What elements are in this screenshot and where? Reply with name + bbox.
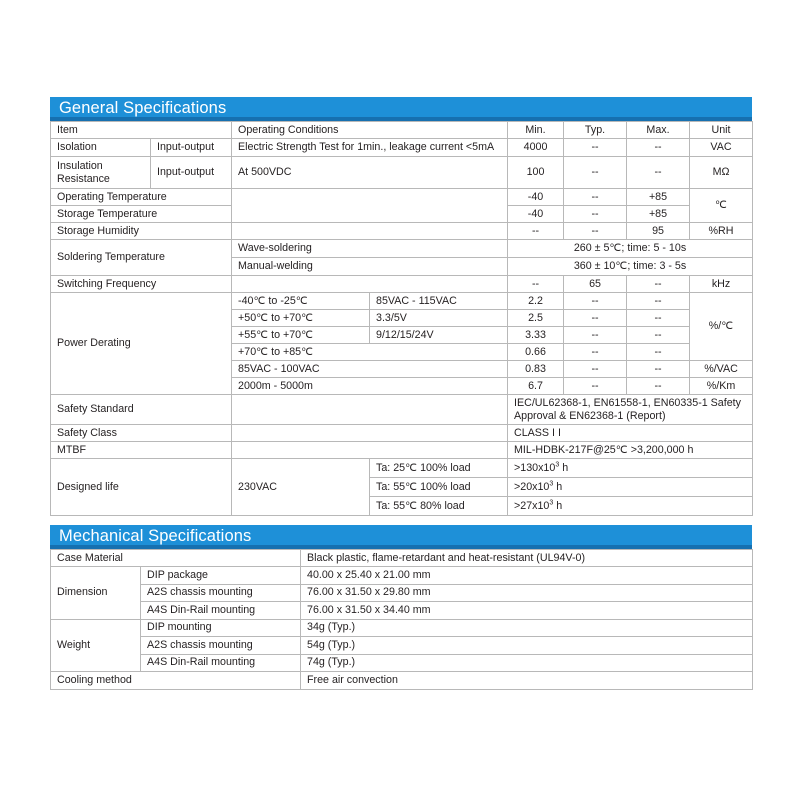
weight-value: 74g (Typ.): [301, 654, 753, 672]
table-row: [51, 293, 753, 310]
switching-frequency-typ: 65: [564, 276, 627, 293]
safety-class-label: Safety Class: [51, 425, 232, 442]
mtbf-condition-empty: [232, 442, 508, 459]
weight-type: A4S Din-Rail mounting: [141, 654, 301, 672]
table-row: [51, 584, 753, 602]
header-typ: Typ.: [564, 122, 627, 139]
life-value-unit: h: [553, 480, 563, 493]
general-specifications-title: General Specifications: [59, 99, 227, 117]
header-min: Min.: [508, 122, 564, 139]
dimension-type: DIP package: [141, 567, 301, 585]
dimension-type: A4S Din-Rail mounting: [141, 602, 301, 620]
safety-class-value: CLASS I I: [508, 425, 753, 442]
derating-output: 3.3/5V: [370, 310, 508, 327]
storage-humidity-typ: --: [564, 223, 627, 240]
table-row: [51, 139, 753, 157]
temperature-condition-empty: [232, 189, 508, 223]
switching-frequency-unit: kHz: [690, 276, 753, 293]
switching-condition-empty: [232, 276, 508, 293]
derating-typ: --: [564, 293, 627, 310]
insulation-sub: Input-output: [151, 157, 232, 189]
isolation-condition: Electric Strength Test for 1min., leakage current <5mA: [232, 139, 508, 157]
derating-typ: --: [564, 327, 627, 344]
table-row: [51, 442, 753, 459]
table-row: [51, 672, 753, 690]
weight-type: A2S chassis mounting: [141, 637, 301, 655]
derating-max: --: [627, 344, 690, 361]
insulation-min: 100: [508, 157, 564, 189]
derating-unit-km: %/Km: [690, 378, 753, 395]
derating-max: --: [627, 310, 690, 327]
designed-life-value: [508, 478, 753, 497]
derating-typ: --: [564, 310, 627, 327]
cooling-method-value: Free air convection: [301, 672, 753, 690]
designed-life-condition: Ta: 55℃ 100% load: [370, 478, 508, 497]
table-row: [51, 459, 753, 478]
table-row: [51, 602, 753, 620]
general-specifications-table: [50, 121, 753, 516]
humidity-condition-empty: [232, 223, 508, 240]
operating-temperature-min: -40: [508, 189, 564, 206]
table-row: [51, 240, 753, 258]
isolation-sub: Input-output: [151, 139, 232, 157]
mechanical-specifications-table: [50, 549, 753, 690]
case-material-label: Case Material: [51, 550, 301, 567]
life-value-base: >130x10: [514, 461, 556, 474]
case-material-value: Black plastic, flame-retardant and heat-resistant (UL94V-0): [301, 550, 753, 567]
storage-humidity-label: Storage Humidity: [51, 223, 232, 240]
dimension-type: A2S chassis mounting: [141, 584, 301, 602]
storage-humidity-max: 95: [627, 223, 690, 240]
table-row: [51, 276, 753, 293]
derating-typ: --: [564, 361, 627, 378]
life-value-base: >27x10: [514, 499, 550, 512]
header-unit: Unit: [690, 122, 753, 139]
safety-standard-line1: IEC/UL62368-1, EN61558-1, EN60335-1 Safety: [514, 396, 741, 409]
header-item: Item: [51, 122, 232, 139]
life-value-unit: h: [553, 499, 563, 512]
insulation-typ: --: [564, 157, 627, 189]
table-header-row: [51, 122, 753, 139]
derating-condition: +70℃ to +85℃: [232, 344, 508, 361]
derating-condition: +50℃ to +70℃: [232, 310, 370, 327]
derating-typ: --: [564, 378, 627, 395]
derating-max: --: [627, 327, 690, 344]
derating-unit-vac: %/VAC: [690, 361, 753, 378]
designed-life-value: [508, 459, 753, 478]
table-row: [51, 567, 753, 585]
soldering-temperature-label: Soldering Temperature: [51, 240, 232, 276]
weight-label: Weight: [51, 619, 141, 672]
manual-welding-label: Manual-welding: [232, 258, 508, 276]
derating-min: 0.66: [508, 344, 564, 361]
switching-frequency-max: --: [627, 276, 690, 293]
derating-output: 9/12/15/24V: [370, 327, 508, 344]
derating-min: 2.5: [508, 310, 564, 327]
derating-condition: 85VAC - 100VAC: [232, 361, 508, 378]
insulation-max: --: [627, 157, 690, 189]
designed-life-condition: Ta: 55℃ 80% load: [370, 497, 508, 516]
cooling-method-label: Cooling method: [51, 672, 301, 690]
storage-temperature-min: -40: [508, 206, 564, 223]
temperature-unit: ℃: [690, 189, 753, 223]
life-value-exponent: 3: [555, 460, 560, 468]
safety-standard-label: Safety Standard: [51, 395, 232, 425]
storage-temperature-typ: --: [564, 206, 627, 223]
table-row: [51, 619, 753, 637]
storage-temperature-label: Storage Temperature: [51, 206, 232, 223]
mtbf-label: MTBF: [51, 442, 232, 459]
life-value-base: >20x10: [514, 480, 550, 493]
mechanical-specifications-title: Mechanical Specifications: [59, 527, 252, 545]
isolation-label: Isolation: [51, 139, 151, 157]
weight-value: 54g (Typ.): [301, 637, 753, 655]
derating-max: --: [627, 361, 690, 378]
dimension-value: 40.00 x 25.40 x 21.00 mm: [301, 567, 753, 585]
insulation-label: [51, 157, 151, 189]
storage-temperature-max: +85: [627, 206, 690, 223]
safety-standard-value: [508, 395, 753, 425]
table-row: [51, 637, 753, 655]
derating-condition: 2000m - 5000m: [232, 378, 508, 395]
designed-life-condition: Ta: 25℃ 100% load: [370, 459, 508, 478]
table-row: [51, 425, 753, 442]
derating-condition: -40℃ to -25℃: [232, 293, 370, 310]
isolation-max: --: [627, 139, 690, 157]
dimension-label: Dimension: [51, 567, 141, 620]
derating-min: 3.33: [508, 327, 564, 344]
table-row: [51, 550, 753, 567]
power-derating-label: Power Derating: [51, 293, 232, 395]
insulation-label-line1: Insulation: [57, 159, 103, 172]
table-row: [51, 654, 753, 672]
derating-condition: +55℃ to +70℃: [232, 327, 370, 344]
storage-humidity-unit: %RH: [690, 223, 753, 240]
wave-soldering-value: 260 ± 5℃; time: 5 - 10s: [508, 240, 753, 258]
header-conditions: Operating Conditions: [232, 122, 508, 139]
storage-humidity-min: --: [508, 223, 564, 240]
switching-frequency-min: --: [508, 276, 564, 293]
manual-welding-value: 360 ± 10℃; time: 3 - 5s: [508, 258, 753, 276]
derating-max: --: [627, 293, 690, 310]
safety-standard-condition-empty: [232, 395, 508, 425]
derating-input: 85VAC - 115VAC: [370, 293, 508, 310]
designed-life-voltage: 230VAC: [232, 459, 370, 516]
header-max: Max.: [627, 122, 690, 139]
dimension-value: 76.00 x 31.50 x 34.40 mm: [301, 602, 753, 620]
table-row: [51, 157, 753, 189]
table-row: [51, 223, 753, 240]
operating-temperature-typ: --: [564, 189, 627, 206]
designed-life-value: [508, 497, 753, 516]
isolation-min: 4000: [508, 139, 564, 157]
isolation-unit: VAC: [690, 139, 753, 157]
wave-soldering-label: Wave-soldering: [232, 240, 508, 258]
insulation-label-line2: Resistance: [57, 172, 110, 185]
insulation-condition: At 500VDC: [232, 157, 508, 189]
table-row: [51, 395, 753, 425]
table-row: [51, 189, 753, 206]
operating-temperature-label: Operating Temperature: [51, 189, 232, 206]
derating-min: 6.7: [508, 378, 564, 395]
general-specifications-header: [50, 97, 752, 121]
mtbf-value: MIL-HDBK-217F@25℃ >3,200,000 h: [508, 442, 753, 459]
life-value-unit: h: [559, 461, 569, 474]
derating-typ: --: [564, 344, 627, 361]
weight-value: 34g (Typ.): [301, 619, 753, 637]
mechanical-specifications-header: [50, 525, 752, 549]
life-value-exponent: 3: [549, 498, 554, 506]
isolation-typ: --: [564, 139, 627, 157]
designed-life-label: Designed life: [51, 459, 232, 516]
safety-class-condition-empty: [232, 425, 508, 442]
life-value-exponent: 3: [549, 479, 554, 487]
derating-max: --: [627, 378, 690, 395]
safety-standard-line2: Approval & EN62368-1 (Report): [514, 409, 666, 422]
derating-min: 2.2: [508, 293, 564, 310]
operating-temperature-max: +85: [627, 189, 690, 206]
weight-type: DIP mounting: [141, 619, 301, 637]
derating-unit-temp: %/℃: [690, 293, 753, 361]
derating-min: 0.83: [508, 361, 564, 378]
switching-frequency-label: Switching Frequency: [51, 276, 232, 293]
insulation-unit: MΩ: [690, 157, 753, 189]
dimension-value: 76.00 x 31.50 x 29.80 mm: [301, 584, 753, 602]
